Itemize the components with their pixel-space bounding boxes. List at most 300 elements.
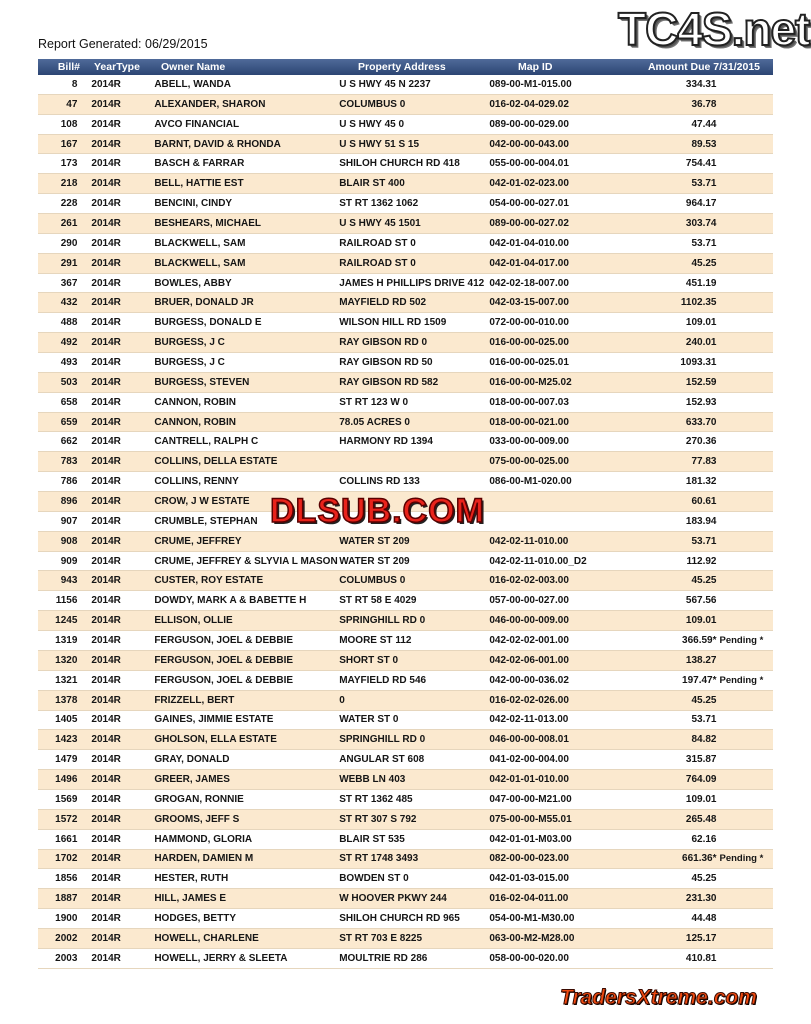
cell-property-address: WATER ST 0 bbox=[339, 714, 399, 726]
cell-map-id: 016-00-00-025.01 bbox=[489, 356, 569, 368]
cell-owner-name: BASCH & FARRAR bbox=[154, 158, 245, 170]
cell-yeartype: 2014R bbox=[91, 555, 121, 567]
cell-yeartype: 2014R bbox=[91, 118, 121, 130]
table-row bbox=[38, 651, 773, 671]
table-row bbox=[38, 254, 773, 274]
cell-bill: 503 bbox=[60, 376, 78, 388]
cell-bill: 658 bbox=[60, 396, 78, 408]
cell-bill: 786 bbox=[60, 476, 78, 488]
cell-amount-due: 45.25 bbox=[691, 575, 717, 587]
cell-map-id: 089-00-00-027.02 bbox=[489, 217, 569, 229]
cell-map-id: 042-00-00-043.00 bbox=[489, 138, 569, 150]
cell-amount-due: 1093.31 bbox=[680, 356, 717, 368]
cell-yeartype: 2014R bbox=[91, 277, 121, 289]
cell-property-address: MAYFIELD RD 502 bbox=[339, 297, 427, 309]
table-row bbox=[38, 373, 773, 393]
cell-bill: 493 bbox=[60, 356, 78, 368]
cell-yeartype: 2014R bbox=[91, 257, 121, 269]
table-row bbox=[38, 115, 773, 135]
cell-map-id: 072-00-00-010.00 bbox=[489, 317, 569, 329]
table-row bbox=[38, 691, 773, 711]
cell-property-address: SPRINGHILL RD 0 bbox=[339, 615, 426, 627]
cell-yeartype: 2014R bbox=[91, 754, 121, 766]
cell-amount-due: 84.82 bbox=[691, 734, 717, 746]
header-yeartype: YearType bbox=[94, 61, 140, 73]
cell-bill: 8 bbox=[71, 78, 78, 90]
cell-amount-due: 125.17 bbox=[685, 932, 717, 944]
cell-amount-due: 183.94 bbox=[685, 515, 717, 527]
table-row bbox=[38, 810, 773, 830]
cell-map-id: 058-00-00-020.00 bbox=[489, 952, 569, 964]
cell-yeartype: 2014R bbox=[91, 853, 121, 865]
cell-bill: 432 bbox=[60, 297, 78, 309]
table-row bbox=[38, 770, 773, 790]
table-header-row bbox=[38, 59, 773, 75]
cell-map-id: 042-01-04-010.00 bbox=[489, 237, 569, 249]
cell-map-id: 042-01-02-023.00 bbox=[489, 178, 569, 190]
cell-owner-name: CRUME, JEFFREY & SLYVIA L MASON bbox=[154, 555, 338, 567]
table-row bbox=[38, 174, 773, 194]
cell-property-address: MOULTRIE RD 286 bbox=[339, 952, 428, 964]
cell-property-address: BLAIR ST 535 bbox=[339, 833, 405, 845]
cell-property-address: COLLINS RD 133 bbox=[339, 476, 420, 488]
cell-map-id: 042-01-04-017.00 bbox=[489, 257, 569, 269]
table-row bbox=[38, 432, 773, 452]
cell-owner-name: FERGUSON, JOEL & DEBBIE bbox=[154, 634, 294, 646]
cell-owner-name: FERGUSON, JOEL & DEBBIE bbox=[154, 674, 294, 686]
cell-property-address: WEBB LN 403 bbox=[339, 774, 406, 785]
cell-yeartype: 2014R bbox=[91, 515, 121, 527]
cell-yeartype: 2014R bbox=[91, 476, 121, 488]
cell-owner-name: CANTRELL, RALPH C bbox=[154, 436, 259, 448]
cell-owner-name: BESHEARS, MICHAEL bbox=[154, 217, 261, 229]
table-row bbox=[38, 154, 773, 174]
cell-map-id: 042-02-11-010.00_D2 bbox=[489, 555, 587, 567]
cell-amount-due: 764.09 bbox=[685, 774, 717, 785]
cell-bill: 261 bbox=[60, 217, 78, 229]
cell-map-id: 042-02-06-001.00 bbox=[489, 654, 569, 666]
cell-property-address: RAILROAD ST 0 bbox=[339, 237, 416, 249]
cell-amount-due: 231.30 bbox=[685, 893, 717, 905]
cell-owner-name: HOWELL, JERRY & SLEETA bbox=[154, 952, 288, 964]
cell-property-address: ANGULAR ST 608 bbox=[339, 754, 425, 766]
cell-yeartype: 2014R bbox=[91, 138, 121, 150]
cell-property-address: MOORE ST 112 bbox=[339, 634, 412, 646]
cell-pending-note: Pending * bbox=[719, 674, 764, 686]
cell-property-address: ST RT 1362 485 bbox=[339, 793, 413, 805]
cell-map-id: 046-00-00-009.00 bbox=[489, 615, 569, 627]
cell-property-address: WATER ST 209 bbox=[339, 535, 410, 547]
cell-owner-name: BURGESS, J C bbox=[154, 356, 225, 368]
cell-bill: 1856 bbox=[55, 873, 78, 885]
cell-bill: 2003 bbox=[55, 952, 78, 964]
cell-owner-name: BURGESS, DONALD E bbox=[154, 317, 262, 329]
cell-owner-name: CRUMBLE, STEPHAN bbox=[154, 515, 258, 527]
cell-amount-due: 152.59 bbox=[685, 376, 717, 388]
cell-bill: 909 bbox=[60, 555, 78, 567]
cell-yeartype: 2014R bbox=[91, 595, 121, 607]
cell-amount-due: 77.83 bbox=[691, 456, 717, 468]
cell-property-address: BOWDEN ST 0 bbox=[339, 873, 409, 885]
cell-amount-due: 410.81 bbox=[685, 952, 717, 964]
cell-map-id: 063-00-M2-M28.00 bbox=[489, 932, 575, 944]
cell-owner-name: HAMMOND, GLORIA bbox=[154, 833, 253, 845]
cell-bill: 1569 bbox=[55, 793, 78, 805]
table-row bbox=[38, 730, 773, 750]
cell-property-address: WILSON HILL RD 1509 bbox=[339, 317, 447, 329]
cell-amount-due: 60.61 bbox=[691, 495, 717, 507]
cell-owner-name: COLLINS, DELLA ESTATE bbox=[154, 456, 278, 468]
cell-property-address: ST RT 123 W 0 bbox=[339, 396, 409, 408]
header-bill: Bill# bbox=[57, 61, 80, 73]
cell-bill: 783 bbox=[60, 456, 78, 468]
cell-owner-name: HODGES, BETTY bbox=[154, 913, 236, 925]
cell-amount-due: 36.78 bbox=[691, 98, 717, 110]
cell-owner-name: CROW, J W ESTATE bbox=[154, 495, 250, 507]
cell-yeartype: 2014R bbox=[91, 793, 121, 805]
table-row bbox=[38, 591, 773, 611]
cell-map-id: 016-02-04-029.02 bbox=[489, 98, 569, 110]
header-property-address: Property Address bbox=[358, 61, 446, 73]
cell-yeartype: 2014R bbox=[91, 913, 121, 925]
cell-property-address: RAY GIBSON RD 0 bbox=[339, 337, 428, 349]
cell-bill: 367 bbox=[60, 277, 78, 289]
table-row bbox=[38, 234, 773, 254]
table-row bbox=[38, 75, 773, 95]
cell-bill: 1320 bbox=[55, 654, 78, 666]
cell-yeartype: 2014R bbox=[91, 396, 121, 408]
cell-yeartype: 2014R bbox=[91, 356, 121, 368]
table-row bbox=[38, 711, 773, 731]
cell-yeartype: 2014R bbox=[91, 674, 121, 686]
cell-owner-name: AVCO FINANCIAL bbox=[154, 118, 240, 130]
cell-map-id: 018-00-00-007.03 bbox=[489, 396, 569, 408]
cell-amount-due: 754.41 bbox=[685, 158, 717, 170]
cell-amount-due: 1102.35 bbox=[680, 297, 717, 309]
cell-bill: 1702 bbox=[55, 853, 78, 865]
cell-amount-due: 265.48 bbox=[685, 813, 717, 825]
cell-yeartype: 2014R bbox=[91, 456, 121, 468]
cell-bill: 1156 bbox=[55, 595, 78, 607]
cell-yeartype: 2014R bbox=[91, 734, 121, 746]
cell-map-id: 033-00-00-009.00 bbox=[489, 436, 569, 448]
table-row bbox=[38, 750, 773, 770]
cell-bill: 1900 bbox=[55, 913, 78, 925]
cell-bill: 1572 bbox=[55, 813, 78, 825]
cell-owner-name: HARDEN, DAMIEN M bbox=[154, 853, 254, 865]
cell-map-id: 086-00-M1-020.00 bbox=[489, 476, 572, 488]
cell-owner-name: BOWLES, ABBY bbox=[154, 277, 232, 289]
cell-property-address: 78.05 ACRES 0 bbox=[339, 416, 410, 428]
cell-yeartype: 2014R bbox=[91, 78, 121, 90]
table-row bbox=[38, 929, 773, 949]
cell-amount-due: 633.70 bbox=[685, 416, 717, 428]
table-row bbox=[38, 293, 773, 313]
cell-owner-name: BURGESS, STEVEN bbox=[154, 376, 250, 388]
cell-yeartype: 2014R bbox=[91, 416, 121, 428]
cell-amount-due: 89.53 bbox=[691, 138, 717, 150]
cell-bill: 228 bbox=[60, 198, 78, 210]
cell-yeartype: 2014R bbox=[91, 158, 121, 170]
cell-map-id: 016-02-02-026.00 bbox=[489, 694, 569, 706]
table-row bbox=[38, 611, 773, 631]
cell-yeartype: 2014R bbox=[91, 198, 121, 210]
cell-yeartype: 2014R bbox=[91, 237, 121, 249]
cell-bill: 173 bbox=[60, 158, 78, 170]
cell-amount-due: 109.01 bbox=[685, 317, 717, 329]
cell-owner-name: BARNT, DAVID & RHONDA bbox=[154, 138, 281, 150]
cell-yeartype: 2014R bbox=[91, 952, 121, 964]
table-row bbox=[38, 532, 773, 552]
cell-amount-due: 53.71 bbox=[691, 714, 717, 726]
cell-property-address: W HOOVER PKWY 244 bbox=[339, 893, 447, 905]
cell-pending-note: Pending * bbox=[719, 634, 764, 646]
cell-owner-name: HILL, JAMES E bbox=[154, 893, 226, 905]
cell-bill: 659 bbox=[60, 416, 78, 428]
cell-property-address: ST RT 703 E 8225 bbox=[339, 932, 423, 944]
watermark-tradersxtreme: TradersXtreme.com bbox=[560, 986, 757, 1009]
table-row bbox=[38, 393, 773, 413]
cell-bill: 1496 bbox=[55, 774, 78, 785]
table-row bbox=[38, 333, 773, 353]
table-row bbox=[38, 949, 773, 969]
table-row bbox=[38, 889, 773, 909]
table-row bbox=[38, 274, 773, 294]
cell-property-address: BLAIR ST 400 bbox=[339, 178, 405, 190]
watermark-dlsub: DLSUB.COM bbox=[270, 492, 485, 530]
cell-owner-name: BRUER, DONALD JR bbox=[154, 297, 254, 309]
cell-yeartype: 2014R bbox=[91, 575, 121, 587]
cell-amount-due: 334.31 bbox=[685, 78, 717, 90]
cell-property-address: ST RT 307 S 792 bbox=[339, 813, 417, 825]
cell-map-id: 042-01-01-M03.00 bbox=[489, 833, 572, 845]
cell-map-id: 089-00-00-029.00 bbox=[489, 118, 569, 130]
cell-bill: 662 bbox=[60, 436, 78, 448]
table-row bbox=[38, 353, 773, 373]
table-row bbox=[38, 909, 773, 929]
cell-bill: 1321 bbox=[55, 674, 78, 686]
cell-property-address: WATER ST 209 bbox=[339, 555, 410, 567]
cell-property-address: ST RT 1362 1062 bbox=[339, 198, 419, 210]
cell-bill: 167 bbox=[60, 138, 78, 150]
cell-owner-name: CANNON, ROBIN bbox=[154, 396, 236, 408]
cell-property-address: RAILROAD ST 0 bbox=[339, 257, 416, 269]
site-logo: TC4S.net bbox=[618, 3, 810, 55]
cell-map-id: 042-03-15-007.00 bbox=[489, 297, 569, 309]
table-row bbox=[38, 790, 773, 810]
cell-owner-name: GHOLSON, ELLA ESTATE bbox=[154, 734, 277, 746]
cell-bill: 2002 bbox=[55, 932, 78, 944]
cell-amount-due: 240.01 bbox=[685, 337, 717, 349]
cell-bill: 1245 bbox=[55, 615, 78, 627]
cell-yeartype: 2014R bbox=[91, 297, 121, 309]
cell-map-id: 042-02-11-013.00 bbox=[489, 714, 569, 726]
cell-owner-name: COLLINS, RENNY bbox=[154, 476, 239, 488]
cell-owner-name: GROOMS, JEFF S bbox=[154, 813, 240, 825]
cell-amount-due: 53.71 bbox=[691, 237, 717, 249]
cell-bill: 908 bbox=[60, 535, 78, 547]
cell-property-address: MAYFIELD RD 546 bbox=[339, 674, 427, 686]
cell-bill: 1887 bbox=[55, 893, 78, 905]
cell-yeartype: 2014R bbox=[91, 317, 121, 329]
cell-yeartype: 2014R bbox=[91, 932, 121, 944]
header-map-id: Map ID bbox=[518, 61, 553, 73]
cell-property-address: U S HWY 45 1501 bbox=[339, 217, 421, 229]
cell-amount-due: 181.32 bbox=[685, 476, 717, 488]
cell-property-address: 0 bbox=[339, 694, 345, 706]
cell-map-id: 047-00-00-M21.00 bbox=[489, 793, 572, 805]
cell-map-id: 041-02-00-004.00 bbox=[489, 754, 569, 766]
table-row bbox=[38, 671, 773, 691]
cell-yeartype: 2014R bbox=[91, 893, 121, 905]
cell-map-id: 089-00-M1-015.00 bbox=[489, 78, 572, 90]
table-row bbox=[38, 830, 773, 850]
cell-property-address: SHORT ST 0 bbox=[339, 654, 399, 666]
cell-map-id: 057-00-00-027.00 bbox=[489, 595, 569, 607]
table-row bbox=[38, 552, 773, 572]
cell-property-address: RAY GIBSON RD 582 bbox=[339, 376, 439, 388]
cell-bill: 47 bbox=[66, 98, 78, 110]
cell-property-address: JAMES H PHILLIPS DRIVE 412 bbox=[339, 277, 485, 289]
table-row bbox=[38, 413, 773, 433]
cell-amount-due: 53.71 bbox=[691, 535, 717, 547]
cell-property-address: HARMONY RD 1394 bbox=[339, 436, 433, 448]
cell-map-id: 042-01-03-015.00 bbox=[489, 873, 569, 885]
cell-bill: 218 bbox=[60, 178, 78, 190]
cell-property-address: U S HWY 45 0 bbox=[339, 118, 405, 130]
cell-owner-name: GAINES, JIMMIE ESTATE bbox=[154, 714, 274, 726]
cell-yeartype: 2014R bbox=[91, 495, 121, 507]
cell-owner-name: BELL, HATTIE EST bbox=[154, 178, 244, 190]
cell-map-id: 042-02-18-007.00 bbox=[489, 277, 569, 289]
cell-yeartype: 2014R bbox=[91, 98, 121, 110]
table-row bbox=[38, 452, 773, 472]
cell-owner-name: BLACKWELL, SAM bbox=[154, 237, 246, 249]
cell-property-address: ST RT 58 E 4029 bbox=[339, 595, 417, 607]
header-amount-due: Amount Due 7/31/2015 bbox=[647, 61, 760, 73]
cell-amount-due: 152.93 bbox=[685, 396, 717, 408]
header-owner-name: Owner Name bbox=[161, 61, 226, 73]
cell-owner-name: DOWDY, MARK A & BABETTE H bbox=[154, 595, 307, 607]
cell-amount-due: 47.44 bbox=[691, 118, 717, 130]
cell-map-id: 042-00-00-036.02 bbox=[489, 674, 569, 686]
cell-amount-due: 366.59* bbox=[682, 634, 717, 646]
cell-yeartype: 2014R bbox=[91, 813, 121, 825]
cell-owner-name: FERGUSON, JOEL & DEBBIE bbox=[154, 654, 294, 666]
cell-amount-due: 964.17 bbox=[685, 198, 717, 210]
cell-amount-due: 109.01 bbox=[685, 793, 717, 805]
cell-yeartype: 2014R bbox=[91, 833, 121, 845]
cell-owner-name: ELLISON, OLLIE bbox=[154, 615, 233, 627]
cell-property-address: SHILOH CHURCH RD 418 bbox=[339, 158, 460, 170]
cell-yeartype: 2014R bbox=[91, 654, 121, 666]
cell-owner-name: GROGAN, RONNIE bbox=[154, 793, 244, 805]
cell-owner-name: GREER, JAMES bbox=[154, 774, 230, 785]
cell-property-address: SPRINGHILL RD 0 bbox=[339, 734, 426, 746]
cell-bill: 488 bbox=[60, 317, 78, 329]
report-generated-label: Report Generated: 06/29/2015 bbox=[38, 37, 208, 51]
cell-amount-due: 138.27 bbox=[685, 654, 717, 666]
cell-yeartype: 2014R bbox=[91, 694, 121, 706]
cell-owner-name: HESTER, RUTH bbox=[154, 873, 229, 885]
cell-amount-due: 315.87 bbox=[685, 754, 717, 766]
table-row bbox=[38, 472, 773, 492]
cell-amount-due: 45.25 bbox=[691, 694, 717, 706]
cell-owner-name: FRIZZELL, BERT bbox=[154, 694, 235, 706]
cell-bill: 896 bbox=[60, 495, 78, 507]
cell-bill: 1661 bbox=[55, 833, 78, 845]
cell-property-address: U S HWY 45 N 2237 bbox=[339, 78, 431, 90]
cell-amount-due: 45.25 bbox=[691, 873, 717, 885]
cell-map-id: 054-00-00-027.01 bbox=[489, 198, 569, 210]
cell-amount-due: 567.56 bbox=[685, 595, 717, 607]
cell-property-address: COLUMBUS 0 bbox=[339, 575, 406, 587]
cell-yeartype: 2014R bbox=[91, 178, 121, 190]
cell-amount-due: 53.71 bbox=[691, 178, 717, 190]
cell-pending-note: Pending * bbox=[719, 853, 764, 865]
cell-map-id: 018-00-00-021.00 bbox=[489, 416, 569, 428]
cell-amount-due: 45.25 bbox=[691, 257, 717, 269]
cell-bill: 290 bbox=[60, 237, 78, 249]
cell-map-id: 075-00-00-025.00 bbox=[489, 456, 569, 468]
cell-amount-due: 62.16 bbox=[691, 833, 717, 845]
table-row bbox=[38, 95, 773, 115]
cell-yeartype: 2014R bbox=[91, 873, 121, 885]
cell-bill: 108 bbox=[60, 118, 78, 130]
cell-bill: 943 bbox=[60, 575, 78, 587]
cell-bill: 1378 bbox=[55, 694, 78, 706]
cell-yeartype: 2014R bbox=[91, 634, 121, 646]
cell-map-id: 046-00-00-008.01 bbox=[489, 734, 569, 746]
cell-map-id: 016-02-04-011.00 bbox=[489, 893, 569, 905]
cell-bill: 291 bbox=[60, 257, 78, 269]
cell-property-address: COLUMBUS 0 bbox=[339, 98, 406, 110]
table-row bbox=[38, 313, 773, 333]
cell-map-id: 075-00-00-M55.01 bbox=[489, 813, 572, 825]
cell-yeartype: 2014R bbox=[91, 436, 121, 448]
cell-map-id: 055-00-00-004.01 bbox=[489, 158, 569, 170]
cell-owner-name: ALEXANDER, SHARON bbox=[154, 98, 266, 110]
cell-owner-name: ABELL, WANDA bbox=[154, 78, 231, 90]
cell-map-id: 042-01-01-010.00 bbox=[489, 774, 569, 785]
cell-map-id: 082-00-00-023.00 bbox=[489, 853, 569, 865]
cell-owner-name: HOWELL, CHARLENE bbox=[154, 932, 259, 944]
table-row bbox=[38, 194, 773, 214]
cell-bill: 1319 bbox=[55, 634, 78, 646]
table-row bbox=[38, 214, 773, 234]
cell-yeartype: 2014R bbox=[91, 337, 121, 349]
table-row bbox=[38, 135, 773, 155]
cell-owner-name: CANNON, ROBIN bbox=[154, 416, 236, 428]
cell-amount-due: 44.48 bbox=[691, 913, 717, 925]
cell-owner-name: GRAY, DONALD bbox=[154, 754, 230, 766]
cell-map-id: 016-00-00-M25.02 bbox=[489, 376, 572, 388]
cell-amount-due: 661.36* bbox=[682, 853, 717, 865]
cell-yeartype: 2014R bbox=[91, 376, 121, 388]
cell-amount-due: 270.36 bbox=[685, 436, 717, 448]
cell-map-id: 016-02-02-003.00 bbox=[489, 575, 569, 587]
cell-yeartype: 2014R bbox=[91, 535, 121, 547]
cell-yeartype: 2014R bbox=[91, 615, 121, 627]
cell-amount-due: 112.92 bbox=[686, 555, 717, 567]
table-row bbox=[38, 850, 773, 870]
cell-bill: 1479 bbox=[55, 754, 78, 766]
cell-amount-due: 109.01 bbox=[685, 615, 717, 627]
cell-owner-name: BLACKWELL, SAM bbox=[154, 257, 246, 269]
cell-map-id: 042-02-02-001.00 bbox=[489, 634, 569, 646]
cell-owner-name: CRUME, JEFFREY bbox=[154, 535, 242, 547]
cell-property-address: SHILOH CHURCH RD 965 bbox=[339, 913, 460, 925]
